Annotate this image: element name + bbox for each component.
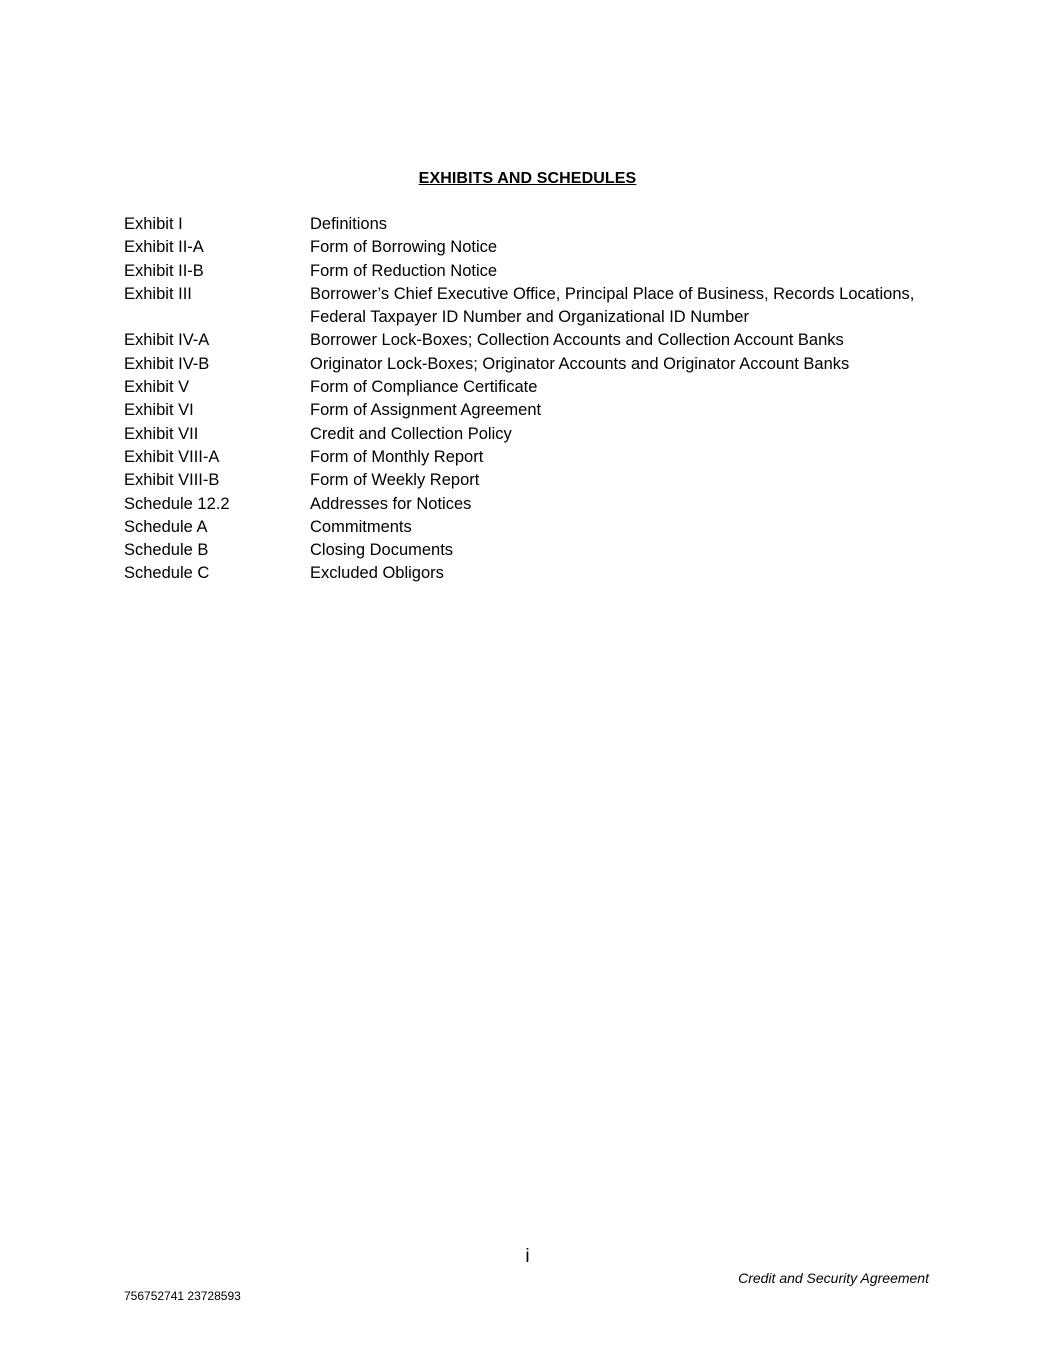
list-item <box>124 260 924 283</box>
entry-description: Form of Assignment Agreement <box>310 401 542 420</box>
entry-label: Exhibit II-B <box>124 261 204 280</box>
list-item <box>124 446 924 469</box>
footer-document-id: 756752741 23728593 <box>124 1289 241 1303</box>
entry-description: Addresses for Notices <box>310 494 472 513</box>
entry-label: Exhibit II-A <box>124 238 204 257</box>
list-item <box>124 283 924 330</box>
entry-label: Exhibit VIII-B <box>124 471 220 490</box>
entry-label: Schedule B <box>124 541 209 560</box>
entry-description: Form of Borrowing Notice <box>310 238 498 257</box>
list-item <box>124 423 924 446</box>
entry-label: Schedule C <box>124 564 210 583</box>
entry-description: Originator Lock-Boxes; Originator Accounts and Originator Account Banks <box>310 354 850 373</box>
entry-description: Form of Monthly Report <box>310 447 484 466</box>
exhibit-list <box>124 213 924 586</box>
list-item <box>124 562 924 585</box>
entry-label: Schedule 12.2 <box>124 494 230 513</box>
entry-label: Exhibit IV-A <box>124 331 210 350</box>
entry-description: Form of Compliance Certificate <box>310 378 538 397</box>
list-item <box>124 516 924 539</box>
entry-label: Exhibit I <box>124 215 183 233</box>
entry-description: Closing Documents <box>310 541 454 560</box>
list-item <box>124 353 924 376</box>
entry-label: Schedule A <box>124 517 208 536</box>
entry-description: Definitions <box>310 215 388 233</box>
footer-document-title: Credit and Security Agreement <box>738 1270 929 1286</box>
list-item <box>124 493 924 516</box>
list-item <box>124 399 924 422</box>
entry-description: Excluded Obligors <box>310 564 444 583</box>
list-item <box>124 236 924 259</box>
list-item <box>124 469 924 492</box>
entry-label: Exhibit III <box>124 284 192 303</box>
list-item <box>124 376 924 399</box>
page-number: i <box>525 1246 530 1267</box>
entry-description: Borrower Lock-Boxes; Collection Accounts and Collection Account Banks <box>310 331 844 350</box>
entry-description: Form of Weekly Report <box>310 471 480 490</box>
entry-label: Exhibit V <box>124 378 190 397</box>
entry-label: Exhibit VI <box>124 401 194 420</box>
entry-description: Commitments <box>310 517 412 536</box>
list-item <box>124 213 924 236</box>
entry-description: Credit and Collection Policy <box>310 424 512 443</box>
page-heading: EXHIBITS AND SCHEDULES <box>418 170 637 187</box>
entry-description: Borrower’s Chief Executive Office, Principal Place of Business, Records Locations, Federal Taxpayer ID Number and Organizational ID Number <box>310 284 915 327</box>
entry-description: Form of Reduction Notice <box>310 261 498 280</box>
entry-label: Exhibit VIII-A <box>124 447 220 466</box>
entry-label: Exhibit VII <box>124 424 199 443</box>
list-item <box>124 329 924 352</box>
entry-label: Exhibit IV-B <box>124 354 210 373</box>
list-item <box>124 539 924 562</box>
